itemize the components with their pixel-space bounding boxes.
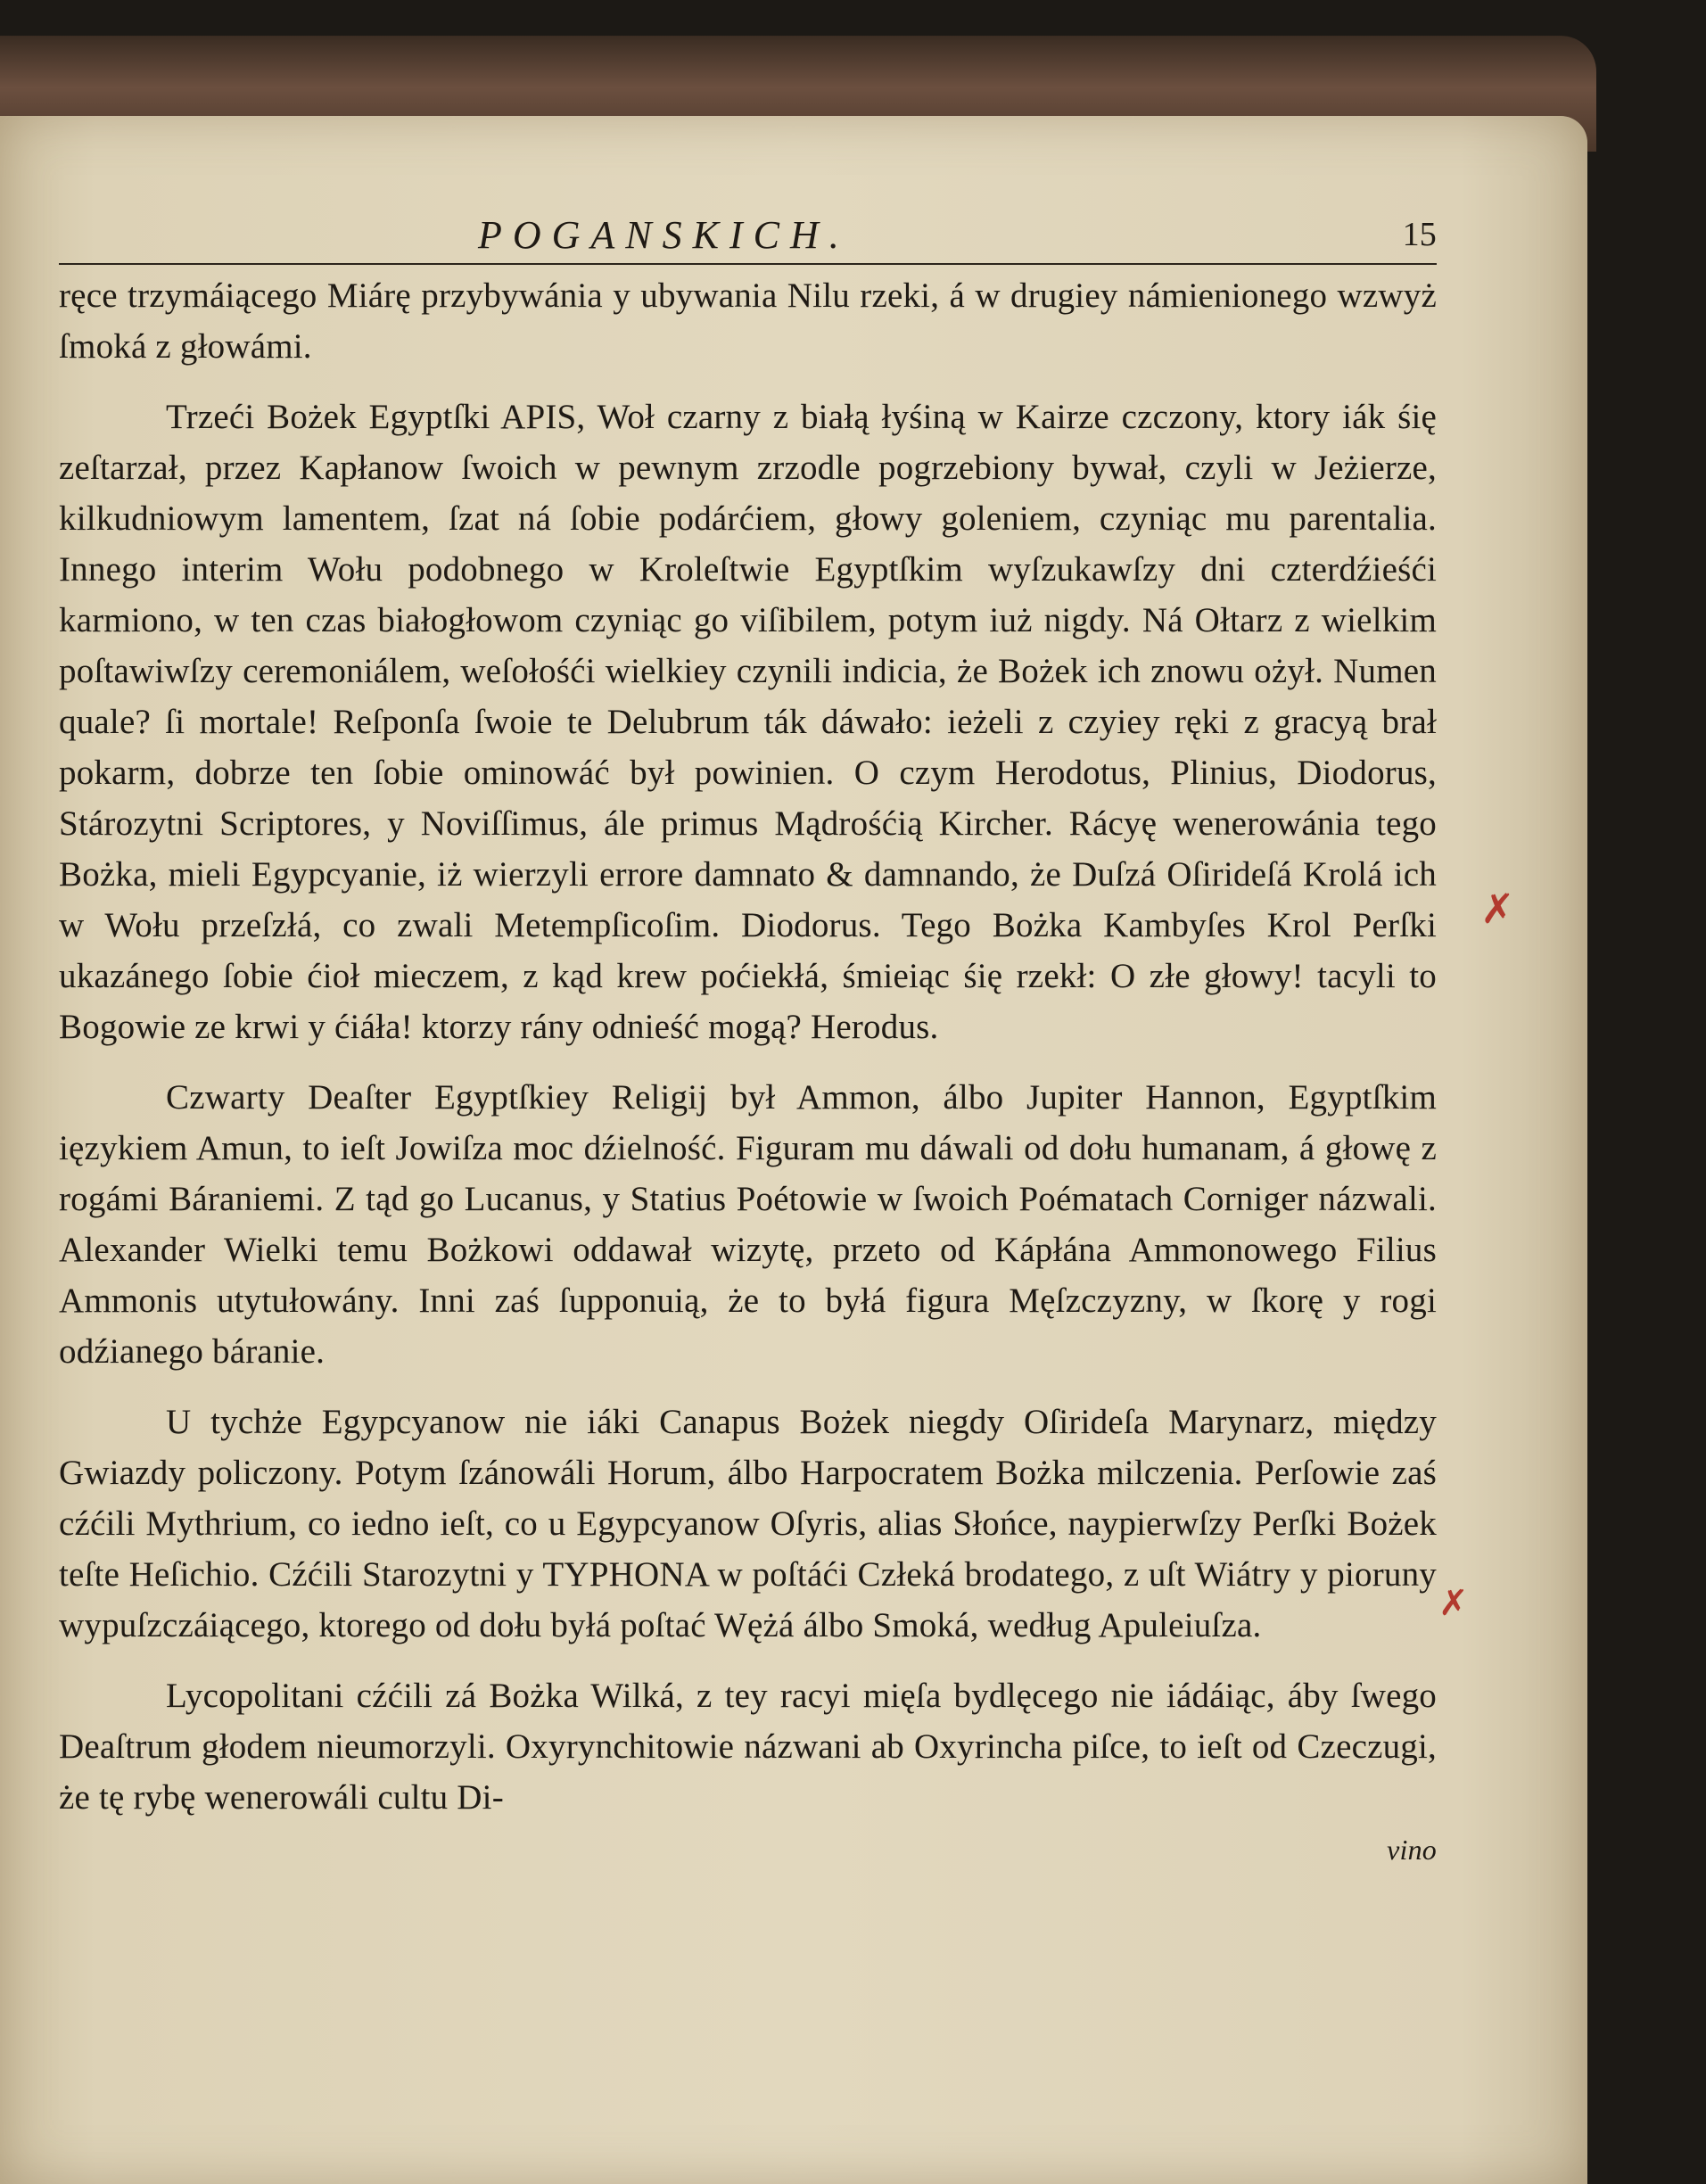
page-text-block	[59, 210, 1437, 2145]
page-number: 15	[1402, 216, 1437, 253]
catchword: vino	[1387, 1834, 1437, 1866]
running-title: POGANSKICH.	[478, 213, 850, 257]
margin-cross-mark: ✗	[1480, 885, 1515, 933]
book-page	[0, 116, 1587, 2184]
paragraph-2: Trzeći Bożek Egyptſki APIS, Woł czarny z białą łyśiną w Kairze czczony, ktory iák śię zeſtarzał, przez Kapłanow ſwoich w pewnym zrzodle pogrzebiony bywał, czyli w Jeżierze, kilkudniowym lamentem, ſzat ná ſobie podárćiem, głowy goleniem, czyniąc mu parentalia. Innego interim Wołu podobnego w Kroleſtwie Egyptſkim wyſzukawſzy dni czterdźieśći karmiono, w ten czas białogłowom czyniąc go viſibilem, potym iuż nigdy. Ná Ołtarz z wielkim poſtawiwſzy ceremoniálem, weſołośći wielkiey czynili indicia, że Bożek ich znowu ożył. Numen quale? ſi mortale! Reſponſa ſwoie te Delubrum ták dáwało: ieżeli z czyiey ręki z gracyą brał pokarm, dobrze ten ſobie ominowáć był powinien. O czym Herodotus, Plinius, Diodorus, Stározytni Scriptores, y Noviſſimus, ále primus Mądrośćią Kircher. Rácyę wenerowánia tego Bożka, mieli Egypcyanie, iż wierzyli errore damnato & damnando, że Duſzá Oſirideſá Krolá ich w Wołu przeſzłá, co zwali Metempſicoſim. Diodorus. Tego Bożka Kambyſes Krol Perſki ukazánego ſobie ćioł mieczem, z kąd krew poćiekłá, śmieiąc śię rzekł: O złe głowy! tacyli to Bogowie ze krwi y ćiáła! ktorzy rány odnieść mogą? Herodus.	[59, 398, 1437, 1046]
paragraph-3: Czwarty Deaſter Egyptſkiey Religij był Ammon, álbo Jupiter Hannon, Egyptſkim ięzykiem Amun, to ieſt Jowiſza moc dźielność. Figuram mu dáwali od dołu humanam, á głowę z rogámi Báraniemi. Z tąd go Lucanus, y Statius Poétowie w ſwoich Poématach Corniger názwali. Alexander Wielki temu Bożkowi oddawał wizytę, przeto od Kápłána Ammonowego Filius Ammonis utytułowány. Inni zaś ſupponuią, że to byłá figura Męſzczyzny, w ſkorę y rogi odźianego báranie.	[59, 1078, 1437, 1371]
paragraph-1: ręce trzymáiącego Miárę przybywánia y ubywania Nilu rzeki, á w drugiey námienionego wzwyż ſmoká z głowámi.	[59, 276, 1437, 366]
paragraph-5: Lycopolitani cźćili zá Bożka Wilká, z tey racyi mięſa bydlęcego nie iádáiąc, áby ſwego Deaſtrum głodem nieumorzyli. Oxyrynchitowie názwani ab Oxyrincha piſce, to ieſt od Czeczugi, że tę rybę wenerowáli cultu Di-	[59, 1677, 1437, 1817]
paragraph-4: U tychże Egypcyanow nie iáki Canapus Bożek niegdy Oſirideſa Marynarz, między Gwiazdy policzony. Potym ſzánowáli Horum, álbo Harpocratem Bożka milczenia. Perſowie zaś cźćili Mythrium, co iedno ieſt, co u Egypcyanow Oſyris, alias Słońce, naypierwſzy Perſki Bożek teſte Heſichio. Cźćili Starozytni y TYPHONA w poſtáći Człeká brodatego, z uſt Wiátry y pioruny wypuſzczáiącego, ktorego od dołu byłá poſtać Wężá álbo Smoká, według Apuleiuſza.	[59, 1403, 1437, 1644]
margin-cross-mark: ✗	[1438, 1583, 1469, 1624]
running-head	[59, 210, 1437, 265]
